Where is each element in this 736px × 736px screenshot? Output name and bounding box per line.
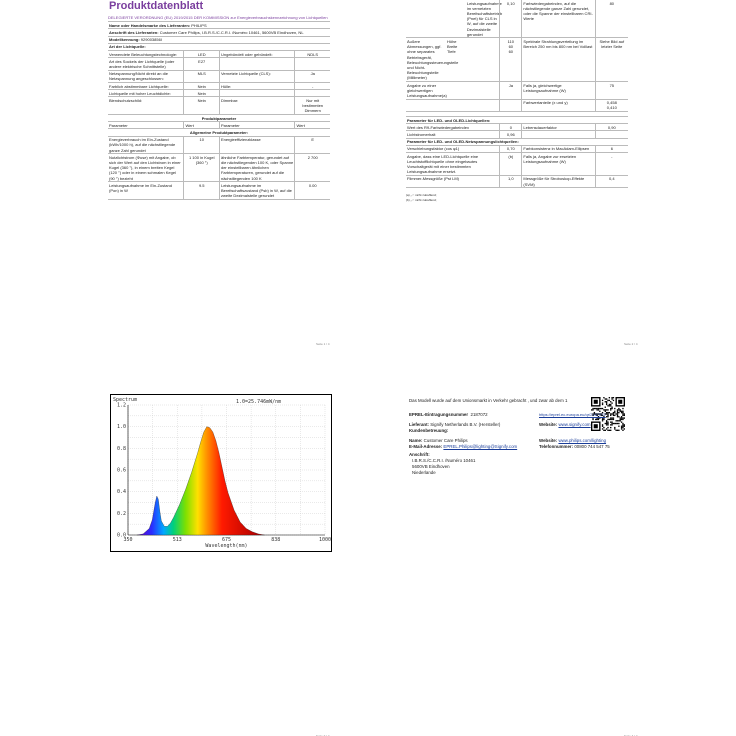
datasheet-page-3: [0, 368, 368, 736]
cell-value: 0,96: [499, 131, 521, 137]
row-label-2: Dimmbar:: [219, 97, 294, 114]
cell-label-2: Falls ja, Angabe zur ersetzten Leistungsaufnahme (W): [521, 153, 594, 175]
cell-desc: [466, 38, 499, 81]
cell-value-2: 0,4: [595, 176, 628, 187]
footnote-b: (b) „-“: nicht zutreffend;: [406, 198, 437, 203]
type-row: [108, 83, 330, 90]
dimension-rows: [406, 0, 628, 112]
param-label-2: ähnliche Farbtemperatur, gerundet auf die nächstliegenden 100 K, oder Spanne der einstellbaren ähnlichen Farbtemperaturen, gerundet auf die nächstliegenden 100 K: [220, 154, 294, 181]
y-axis-label: Spectrum: [113, 397, 138, 403]
email-link[interactable]: EPREL.Philips@lighting@Signify.com: [443, 444, 518, 449]
cell-label: Lichtstromerhalt: [407, 131, 436, 137]
y-tick-label: 1.0: [116, 424, 126, 431]
page-number: Seite 3 / 4: [316, 734, 330, 736]
general-heading: Allgemeine Produktparameter:: [189, 129, 249, 135]
y-tick-label: 0.2: [116, 510, 126, 517]
param-rows: [108, 137, 330, 200]
param-value: 1 100 in Kugel (360 °): [183, 154, 219, 181]
cell-value: 0,10: [499, 0, 521, 37]
model-label: Modellkennung:: [109, 37, 140, 43]
cell-label: Flimmer-Messgröße (Pst LM): [407, 176, 460, 182]
row-value-2: Ja: [294, 71, 330, 82]
page-title: Produktdatenblatt: [109, 0, 204, 12]
row-label: Netzspannung/Nicht direkt an die Netzspannung angeschlossen:: [109, 71, 168, 82]
product-table: [108, 15, 330, 200]
type-rows: [108, 51, 330, 115]
col-value: Wert: [183, 122, 219, 128]
row-value: Nein: [183, 97, 219, 114]
led-rows: [406, 124, 628, 138]
cell-label-2: Messgröße für Stroboskop-Effekte (SVM): [521, 176, 594, 187]
table-row: [406, 100, 628, 112]
spectrum-chart: [110, 394, 332, 552]
phone-value: 00800 744 547 75: [574, 444, 610, 449]
led-heading: Parameter für LED- und OLED-Lichtquellen:: [407, 117, 491, 123]
y-tick-label: 0.0: [116, 532, 126, 539]
cell-value-2: [595, 131, 628, 137]
row-value: Nein: [183, 90, 219, 96]
cell-desc: Leistungsaufnahme im vernetzten Bereitschaftsbetrieb (Pnet) für CLS in W, auf die zweite Dezimalstelle gerundet: [466, 0, 503, 37]
address-line-3: Niederlande: [412, 470, 436, 475]
table-row: [406, 124, 628, 131]
cell-sublabel: Höhe Breite Tiefe: [446, 38, 458, 55]
cell-label-2: [521, 131, 594, 137]
row-value-2: -: [294, 83, 330, 89]
cell-value-2: 0,90: [595, 124, 628, 130]
param-value-2: 0.00: [294, 182, 330, 199]
y-tick-label: 0.4: [116, 489, 126, 496]
mains-heading: Parameter für LED- und OLED-Netzspannungslichtquellen:: [407, 139, 519, 145]
website2-label: Website:: [539, 438, 558, 443]
cell-desc: [466, 82, 499, 99]
table-row: [406, 82, 628, 100]
supplier-value: PHILIPS: [191, 22, 207, 28]
datasheet-page-1: [0, 0, 368, 368]
name-label: Name:: [409, 438, 423, 443]
cell-desc: [466, 100, 499, 111]
cell-value-2: 80: [595, 0, 628, 37]
row-label-2: Hülle:: [219, 83, 294, 89]
param-value-2: E: [294, 137, 330, 154]
kundenbetreuung-label: Kundenbetreuung:: [409, 428, 449, 433]
cell-sublabel: [446, 82, 466, 99]
row-value-2: [294, 58, 330, 69]
cell-value-2: 75: [595, 82, 628, 99]
row-value: E27: [183, 58, 219, 69]
mains-rows: [406, 146, 628, 188]
cell-label: Verschiebungsfaktor (cos φ1): [407, 146, 460, 152]
type-label: Art der Lichtquelle:: [109, 44, 146, 50]
website-link[interactable]: www.signify.com: [558, 422, 591, 427]
cell-label-2: Falls ja, gleichwertige Leistungsaufnahme (W): [521, 82, 594, 99]
row-label: Art des Sockels der Lichtquelle (oder andere elektrische Schnittstelle): [109, 58, 175, 69]
col-param-2: Parameter: [219, 122, 294, 128]
cell-value-2: 6: [595, 146, 628, 152]
cell-label-2: Farbkonsistenz in MacAdam-Ellipsen: [521, 146, 594, 152]
x-tick-label: 1000: [318, 537, 331, 543]
eprel-label: EPREL-Eintragungsnummer: [409, 412, 469, 417]
cell-value: 110 60 60: [499, 38, 521, 81]
cell-value: 0: [499, 124, 521, 130]
row-label: Farblich abstimmbare Lichtquelle:: [109, 83, 169, 89]
y-tick-label: 0.8: [116, 445, 126, 452]
param-label-2: Energieeffizienzklasse: [219, 137, 294, 154]
website2-link[interactable]: www.philips.com/lighting: [558, 438, 607, 443]
cell-value: (b): [499, 153, 521, 175]
page-number: Seite 1 / 4: [316, 342, 330, 346]
type-row: [108, 90, 330, 97]
cell-sublabel: [446, 100, 466, 111]
chart-header: 1.0=25.746mW/nm: [236, 399, 282, 405]
type-row: [108, 51, 330, 58]
row-label-2: Ungebündelt oder gebündelt:: [219, 51, 294, 57]
x-tick-label: 675: [221, 537, 232, 543]
model-value: 929003856I: [140, 37, 162, 43]
page-number: Seite 4 / 4: [624, 734, 638, 736]
table-row: [406, 0, 628, 38]
product-table-continued: [406, 0, 628, 203]
param-value: 10: [183, 137, 219, 154]
y-tick-label: 0.6: [116, 467, 126, 474]
cell-value-2: -: [595, 153, 628, 175]
address-value: Customer Care Philips, I.B.R.S./C.C.R.I. /Numéro 10461, 5600VB Eindhoven, NL: [159, 29, 304, 35]
col-value-2: Wert: [294, 122, 330, 128]
email-label: E-Mail-Adresse:: [409, 444, 443, 449]
footnote-a: (a) „-“: nicht zutreffend;: [406, 193, 437, 198]
cell-sublabel: [446, 0, 466, 37]
website-label: Website:: [539, 422, 558, 427]
row-value-2: [294, 90, 330, 96]
datasheet-page-4: [368, 368, 736, 736]
supplier-label: Name oder Handelsmarke des Lieferanten:: [109, 22, 191, 28]
row-value: MLS: [183, 71, 219, 82]
cell-value-2: Siehe Bild auf letzter Seite: [595, 38, 628, 81]
x-tick-label: 350: [123, 537, 133, 543]
param-label: Nutzlichtstrom (Φuse) mit Angabe, ob sich der Wert auf den Lichtstrom in einer Kugel (360 °), in einem breiten Kegel (120 °) oder in einem schmalen Kegel (90 °) bezieht: [109, 154, 181, 181]
cell-label: Wert des R9-Farbwiedergabeindex: [407, 124, 469, 130]
row-label: Lichtquelle mit hoher Leuchtdichte:: [109, 90, 171, 96]
address-label: Anschrift:: [409, 452, 430, 457]
param-label: Leistungsaufnahme im Ein-Zustand (Pon) in W: [109, 182, 172, 193]
row-label-2: Vernetzte Lichtquelle (CLS):: [219, 71, 294, 82]
eprel-link[interactable]: https://eprel.ec.europa.eu/qr/2187072: [539, 412, 606, 417]
address-line-1: I.B.R.S./C.C.R.I. /Numéro 10461: [412, 458, 476, 463]
param-row: [108, 182, 330, 200]
cell-value: Ja: [499, 82, 521, 99]
cell-label-2: Farbwertanteile (x und y): [521, 100, 594, 111]
cell-label: [406, 100, 446, 111]
lieferant-label: Lieferant:: [409, 422, 430, 427]
row-value-2: NDLS: [294, 51, 330, 57]
cell-value-2: 0,458 0,410: [595, 100, 628, 111]
cell-label: Angabe, dass eine LED-Lichtquelle eine Leuchtstofflichtquelle ohne eingebautes Vorschaltgerät mit einer bestimmten Leistungsaufnahme ersetzt.: [407, 153, 479, 175]
market-intro: Das Modell wurde auf dem Unionsmarkt in Verkehr gebracht , und zwar ab dem 1: [409, 398, 568, 403]
cell-label-2: Farbwiedergabeindex, auf die nächstliegende ganze Zahl gerundet, oder die Spanne der einstellbaren CRI-Werte: [521, 0, 594, 37]
name-value: Customer Care Philips: [423, 438, 468, 443]
param-value: 9.5: [183, 182, 219, 199]
param-value-2: 2 700: [294, 154, 330, 181]
type-row: [108, 71, 330, 83]
cell-value: 1,0: [499, 176, 521, 187]
contact-block: [409, 398, 669, 476]
y-tick-label: 1.2: [116, 402, 126, 409]
cell-label: Angabe zu einer gleichwertigen Leistungsaufnahme(a): [407, 82, 447, 98]
x-tick-label: 513: [172, 537, 182, 543]
param-label: Energieverbrauch im Ein-Zustand (kWh/1000 h), auf die nächstliegende ganze Zahl gerundet: [109, 137, 176, 153]
row-value-2: Nur mit bestimmten Dimmern: [294, 97, 330, 114]
param-label-2: Leistungsaufnahme im Bereitschaftszustand (Psb) in W, auf die zweite Dezimalstelle gerundet: [219, 182, 294, 199]
param-row: [108, 154, 330, 182]
cell-label-2: Lebensdauerfaktor: [521, 124, 594, 130]
param-row: [108, 137, 330, 155]
table-row: [406, 153, 628, 176]
row-label: Blendschutzschild:: [109, 97, 143, 103]
address-line-2: 5600VB Eindhoven: [412, 464, 450, 469]
row-label-2: [219, 90, 294, 96]
address-label: Anschrift des Lieferanten:: [109, 29, 159, 35]
cell-value: [499, 100, 521, 111]
regulation-subtitle: DELEGIERTE VERORDNUNG (EU) 2019/2015 DER KOMMISSION zur Energieverbrauchskennzeichnung von Lichtquellen: [108, 15, 328, 20]
table-row: [406, 131, 628, 138]
spectrum-svg: [111, 395, 331, 551]
cell-label: [406, 0, 446, 37]
lieferant-value: Signify Netherlands B.V. (Hersteller): [430, 422, 501, 427]
phone-label: Telefonnummer:: [539, 444, 574, 449]
page-number: Seite 2 / 4: [624, 342, 638, 346]
datasheet-page-2: [368, 0, 736, 368]
type-row: [108, 58, 330, 70]
cell-label: Äußere Abmessungen, ggf. ohne separates Betriebsgerät, Beleuchtungssteuerungsteile und Nicht-Beleuchtungsteile (Millimeter): [407, 38, 459, 81]
col-param: Parameter: [109, 122, 128, 128]
params-heading: Produktparameter: [201, 115, 237, 121]
row-value: Nein: [183, 83, 219, 89]
cell-value: 0,70: [499, 146, 521, 152]
type-row: [108, 97, 330, 115]
cell-label-2: Spektrale Strahlungsverteilung im Bereich 250 nm bis 800 nm bei Volllast: [521, 38, 594, 81]
table-row: [406, 146, 628, 153]
eprel-value: 2187072: [470, 412, 488, 417]
table-row: [406, 38, 628, 82]
row-label-2: [219, 58, 294, 69]
row-value: LED: [183, 51, 219, 57]
table-row: [406, 176, 628, 188]
x-tick-label: 838: [271, 537, 281, 543]
x-axis-label: Wavelength(nm): [205, 543, 248, 549]
row-label: Verwendete Beleuchtungstechnologie:: [109, 51, 178, 57]
